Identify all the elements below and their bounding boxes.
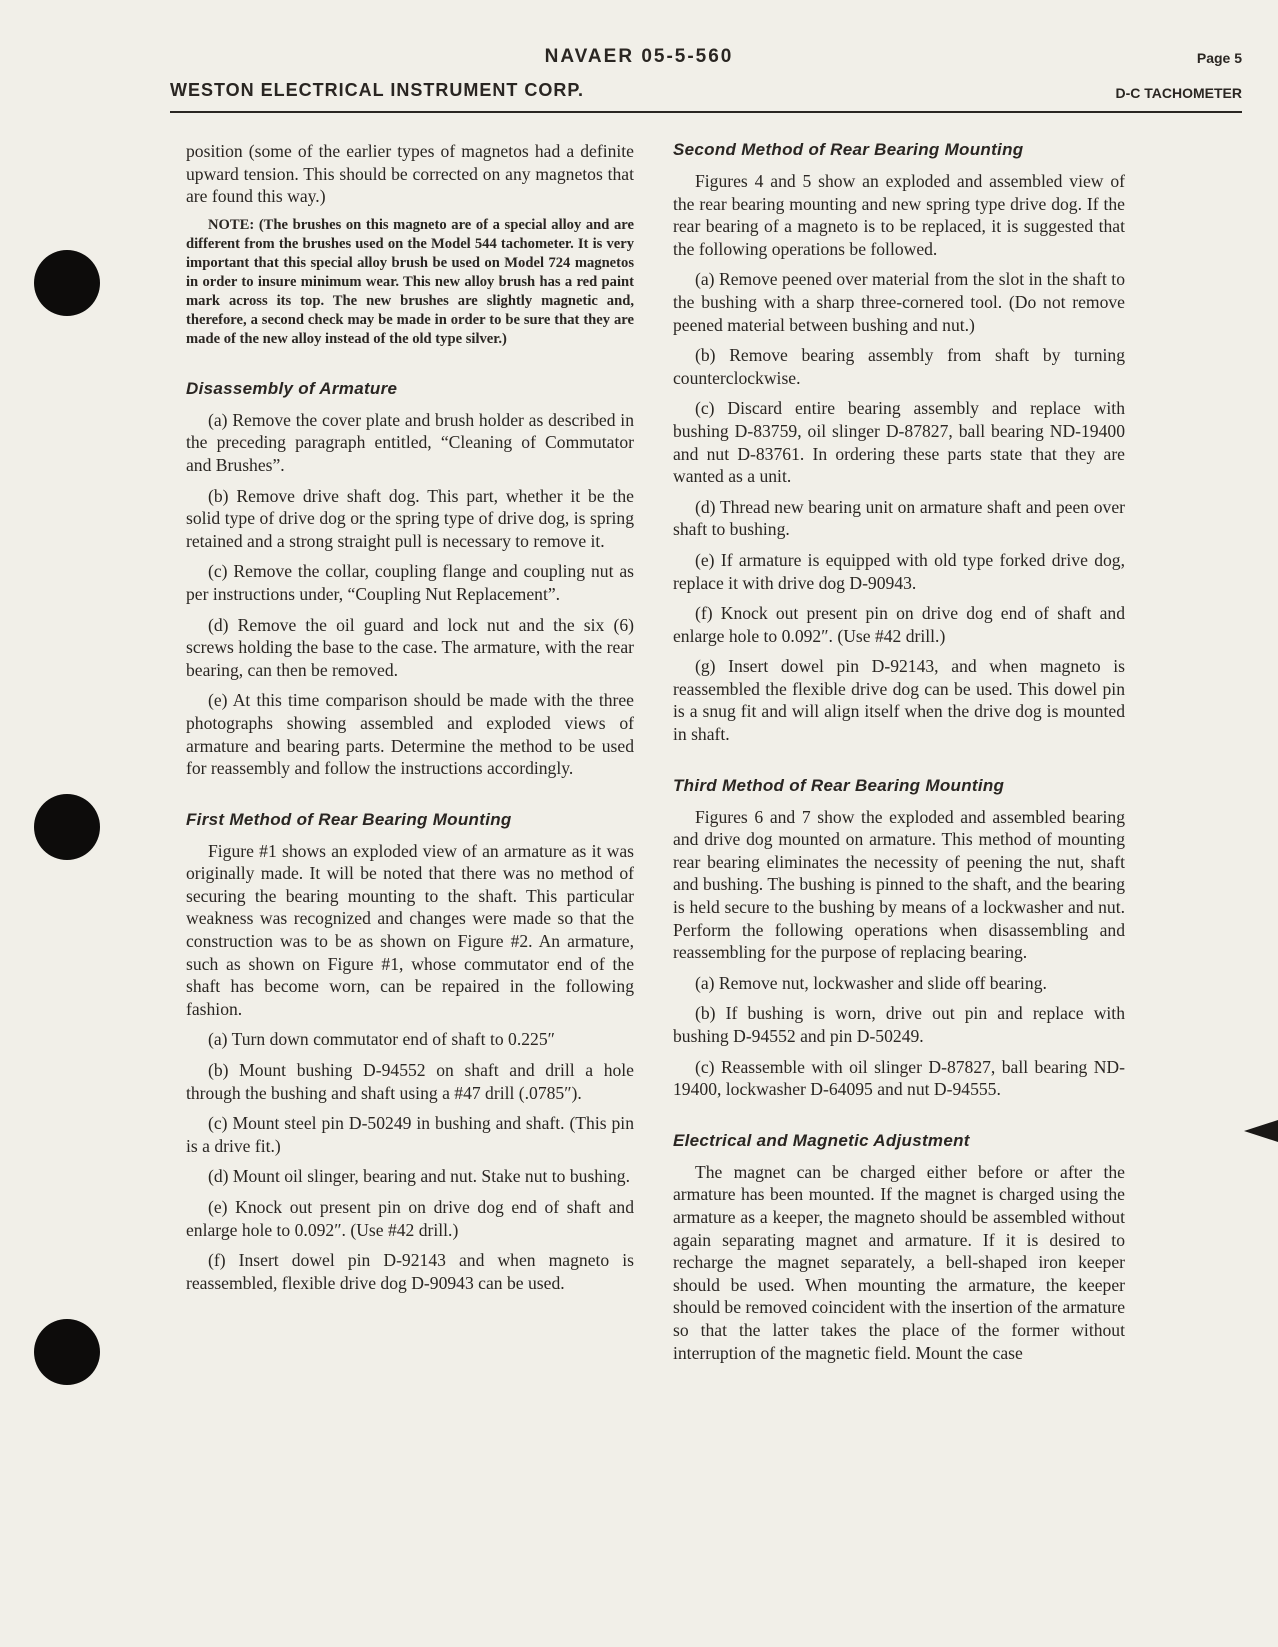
step-paragraph: (c) Reassemble with oil slinger D-87827, ball bearing ND-19400, lockwasher D-64095 and nut D-94555. — [673, 1056, 1125, 1100]
step-paragraph: (b) If bushing is worn, drive out pin and replace with bushing D-94552 and pin D-50249. — [673, 1003, 1125, 1046]
document-number: NAVAER 05-5-560 — [544, 46, 734, 67]
right-column — [673, 140, 1125, 1372]
intro-paragraph: position (some of the earlier types of magnetos had a definite upward tension. This should be corrected on any magnetos that are found this way.) — [186, 141, 634, 207]
section-body: The magnet can be charged either before or after the armature has been mounted. If the magnet is charged using the armature as a keeper, the magneto should be assembled without again separating magnet and armature. If it is desired to recharge the magnet separately, a bell-shaped iron keeper should be used. When mounting the armature, the keeper should be removed coincident with the insertion of the armature so that the latter takes the place of the former without interruption of the magnetic field. Mount the case — [673, 1161, 1125, 1363]
step-paragraph: (f) Knock out present pin on drive dog end of shaft and enlarge hole to 0.092″. (Use #42 drill.) — [673, 603, 1125, 646]
step-paragraph: (e) Knock out present pin on drive dog end of shaft and enlarge hole to 0.092″. (Use #42 drill.) — [186, 1197, 634, 1240]
section-intro: Figure #1 shows an exploded view of an armature as it was originally made. It will be noted that there was no method of securing the bearing mounting to the shaft. This particular weakness was recognized and changes were made so that the construction was to be as shown on Figure #2. An armature, such as shown on Figure #1, whose commutator end of the shaft has become worn, can be repaired in the following fashion. — [186, 840, 634, 1019]
step-paragraph: (a) Turn down commutator end of shaft to 0.225″ — [208, 1029, 555, 1050]
step-paragraph: (e) If armature is equipped with old type forked drive dog, replace it with drive dog D-90943. — [673, 549, 1125, 593]
step-paragraph: (c) Mount steel pin D-50249 in bushing and shaft. (This pin is a drive fit.) — [186, 1113, 634, 1156]
binder-hole-middle — [34, 794, 100, 860]
step-paragraph: (b) Remove drive shaft dog. This part, whether it be the solid type of drive dog or the spring type of drive dog, is spring retained and a strong straight pull is necessary to remove it. — [186, 485, 634, 551]
page-number: Page 5 — [1196, 50, 1242, 66]
section-heading-second-method: Second Method of Rear Bearing Mounting — [673, 140, 1024, 159]
left-column — [186, 140, 634, 1302]
header-rule — [170, 111, 1242, 113]
section-heading-electrical: Electrical and Magnetic Adjustment — [673, 1130, 970, 1150]
step-paragraph: (b) Remove bearing assembly from shaft by turning counterclockwise. — [673, 345, 1125, 388]
step-paragraph: (d) Mount oil slinger, bearing and nut. Stake nut to bushing. — [208, 1166, 630, 1187]
section-intro: Figures 6 and 7 show the exploded and assembled bearing and drive dog mounted on armature. This method of mounting rear bearing eliminates the necessity of peening the nut, shaft and bushing. The bushing is pinned to the shaft, and the bearing is held secure to the bushing by means of a lockwasher and nut. Perform the following operations when disassembling and reassembling for the purpose of replacing bearing. — [673, 806, 1125, 963]
section-heading-disassembly: Disassembly of Armature — [186, 378, 398, 398]
step-paragraph: (d) Remove the oil guard and lock nut and the six (6) screws holding the base to the case. The armature, with the rear bearing, can then be removed. — [186, 614, 634, 680]
binder-hole-top — [34, 250, 100, 316]
step-paragraph: (a) Remove peened over material from the slot in the shaft to the bushing with a sharp three-cornered tool. (Do not remove peened material between bushing and nut.) — [673, 269, 1125, 335]
step-paragraph: (a) Remove nut, lockwasher and slide off bearing. — [695, 972, 1047, 993]
step-paragraph: (d) Thread new bearing unit on armature shaft and peen over shaft to bushing. — [673, 496, 1125, 540]
brush-note: NOTE: (The brushes on this magneto are of a special alloy and are different from the brushes used on the Model 544 tachometer. It is very important that this special alloy brush be used on Model 724 magnetos in order to insure minimum wear. This new alloy brush has a red paint mark across its top. The new brushes are slightly magnetic and, therefore, a second check may be made in order to be sure that they are made of the new alloy instead of the old type silver.) — [186, 216, 634, 347]
step-paragraph: (c) Remove the collar, coupling flange and coupling nut as per instructions under, “Coupling Nut Replacement”. — [186, 561, 634, 604]
section-heading-third-method: Third Method of Rear Bearing Mounting — [673, 775, 1005, 795]
company-name: WESTON ELECTRICAL INSTRUMENT CORP. — [170, 80, 585, 100]
step-paragraph: (b) Mount bushing D-94552 on shaft and drill a hole through the bushing and shaft using a #47 drill (.0785″). — [186, 1060, 634, 1103]
step-paragraph: (g) Insert dowel pin D-92143, and when magneto is reassembled the flexible drive dog can be used. This dowel pin is a snug fit and will align itself when the drive dog is mounted in shaft. — [673, 656, 1125, 745]
step-paragraph: (a) Remove the cover plate and brush holder as described in the preceding paragraph entitled, “Cleaning of Commutator and Brushes”. — [186, 409, 634, 475]
step-paragraph: (e) At this time comparison should be made with the three photographs showing assembled and exploded views of armature and bearing parts. Determine the method to be used for reassembly and follow the instructions accordingly. — [186, 690, 634, 779]
step-paragraph: (f) Insert dowel pin D-92143 and when magneto is reassembled, flexible drive dog D-90943 can be used. — [186, 1250, 634, 1293]
section-intro: Figures 4 and 5 show an exploded and assembled view of the rear bearing mounting and new spring type drive dog. If the rear bearing of a magneto is to be replaced, it is suggested that the following operations be followed. — [673, 171, 1125, 259]
product-name: D-C TACHOMETER — [1115, 85, 1242, 101]
step-paragraph: (c) Discard entire bearing assembly and replace with bushing D-83759, oil slinger D-87827, ball bearing ND-19400 and nut D-83761. In ordering these parts state that they are wanted as a unit. — [673, 398, 1125, 487]
section-heading-first-method: First Method of Rear Bearing Mounting — [186, 809, 512, 829]
binder-hole-bottom — [34, 1319, 100, 1385]
edge-arrow-icon — [1244, 1120, 1278, 1142]
